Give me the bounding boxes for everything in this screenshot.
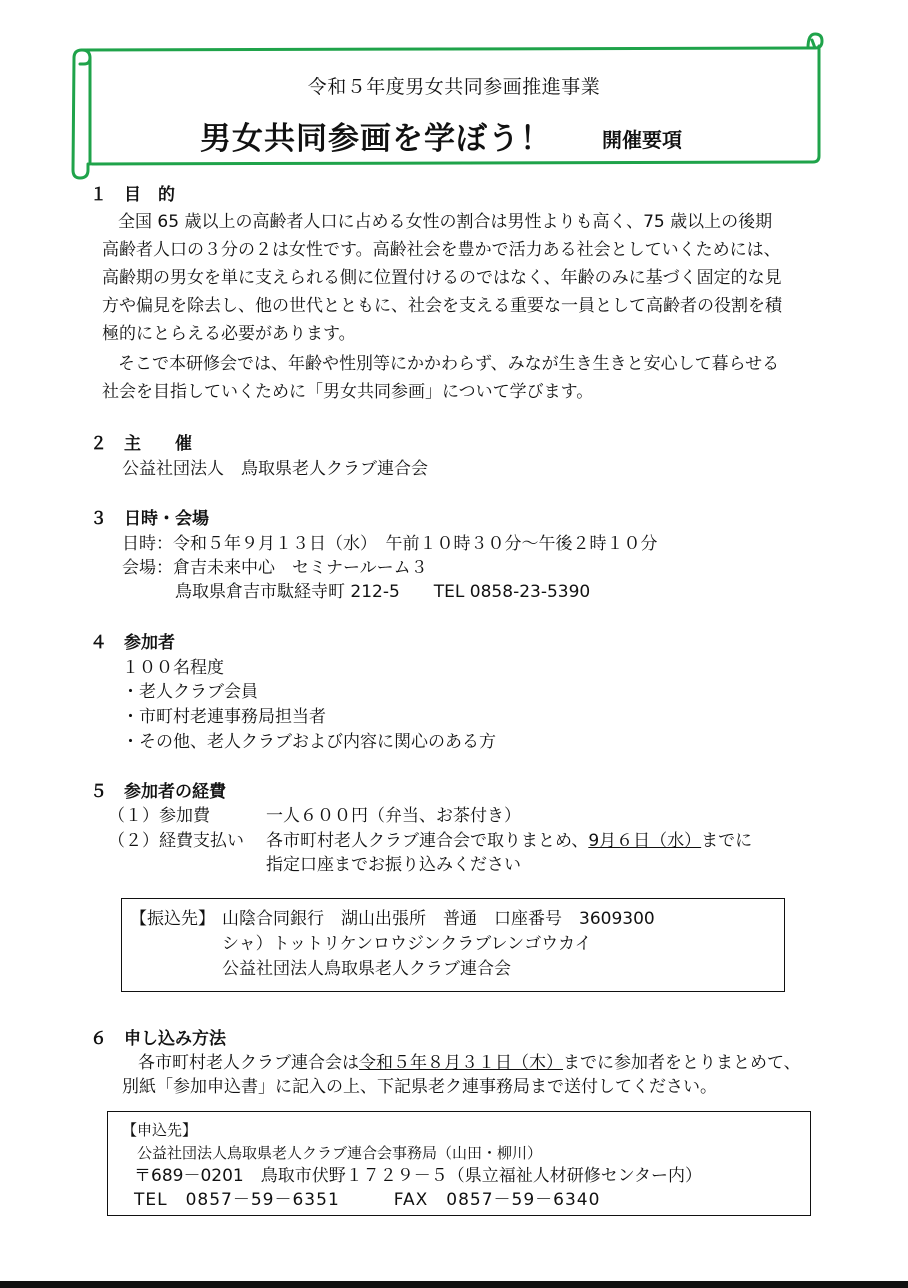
purpose-line: 社会を目指していくために「男女共同参画」について学びます。	[102, 382, 594, 402]
payment-text: 各市町村老人クラブ連合会で取りまとめ、	[266, 831, 589, 851]
participant-count: １００名程度	[122, 658, 224, 678]
payment-instructions-cont: 指定口座までお振り込みください	[266, 855, 521, 875]
contact-address: 〒689－0201 鳥取市伏野１７２９－５（県立福祉人材研修センター内）	[134, 1166, 703, 1186]
fee-amount: 一人６００円（弁当、お茶付き）	[266, 806, 521, 826]
purpose-line: そこで本研修会では、年齢や性別等にかかわらず、みなが生き生きと安心して暮らせる	[118, 354, 780, 374]
purpose-line: 方や偏見を除去し、他の世代とともに、社会を支える重要な一員として高齢者の役割を積	[102, 296, 782, 316]
fee-label: （１）参加費	[108, 806, 210, 826]
section-4-heading: ４ 参加者	[90, 633, 175, 653]
purpose-line: 全国 65 歳以上の高齢者人口に占める女性の割合は男性よりも高く、75 歳以上の後期	[118, 212, 773, 232]
section-6-heading: ６ 申し込み方法	[90, 1029, 226, 1049]
purpose-line: 高齢者人口の３分の２は女性です。高齢社会を豊かで活力ある社会としていくためには、	[102, 240, 781, 260]
account-name: 公益社団法人鳥取県老人クラブ連合会	[222, 959, 511, 979]
contact-box-label: 【申込先】	[122, 1121, 198, 1139]
bank-account: 山陰合同銀行 湖山出張所 普通 口座番号 3609300	[222, 909, 655, 929]
document-type-label: 開催要項	[602, 128, 682, 152]
account-name-kana: シャ）トットリケンロウジンクラブレンゴウカイ	[222, 934, 592, 954]
section-2-heading: ２ 主 催	[90, 434, 192, 454]
venue-address: 鳥取県倉吉市駄経寺町 212-5 TEL 0858-23-5390	[175, 582, 591, 602]
purpose-line: 極的にとらえる必要があります。	[102, 324, 356, 344]
section-3-heading: ３ 日時・会場	[90, 509, 209, 529]
participant-item: ・その他、老人クラブおよび内容に関心のある方	[122, 732, 496, 752]
event-series-title: 令和５年度男女共同参画推進事業	[307, 76, 601, 98]
participant-item: ・老人クラブ会員	[122, 682, 258, 702]
payment-text: までに	[701, 831, 753, 851]
event-title: 男女共同参画を学ぼう！	[200, 121, 552, 157]
event-date: 日時：令和５年９月１３日（水） 午前１０時３０分～午後２時１０分	[122, 534, 658, 554]
application-instructions	[138, 1051, 801, 1075]
bank-box-label: 【振込先】	[130, 909, 215, 929]
application-text: までに参加者をとりまとめて、	[563, 1053, 801, 1073]
page-bottom-border	[0, 1281, 908, 1288]
contact-phone-fax: TEL 0857－59－6351 FAX 0857－59－6340	[134, 1190, 601, 1210]
application-instructions-cont: 別紙「参加申込書」に記入の上、下記県老ク連事務局まで送付してください。	[122, 1077, 717, 1097]
application-text: 各市町村老人クラブ連合会は	[138, 1053, 359, 1073]
participant-item: ・市町村老連事務局担当者	[122, 707, 326, 727]
application-deadline: 令和５年８月３１日（木）	[359, 1053, 563, 1073]
scroll-banner-frame	[0, 0, 908, 200]
section-5-heading: ５ 参加者の経費	[90, 782, 226, 802]
purpose-line: 高齢期の男女を単に支えられる側に位置付けるのではなく、年齢のみに基づく固定的な見	[102, 268, 782, 288]
payment-instructions	[266, 829, 752, 853]
organizer-name: 公益社団法人 鳥取県老人クラブ連合会	[122, 459, 428, 479]
section-1-heading: １ 目 的	[90, 185, 175, 205]
event-venue: 会場：倉吉未来中心 セミナールーム３	[122, 558, 428, 578]
payment-deadline: 9月６日（水）	[588, 831, 702, 851]
payment-label: （２）経費支払い	[108, 831, 244, 851]
contact-office: 公益社団法人鳥取県老人クラブ連合会事務局（山田・柳川）	[137, 1144, 543, 1162]
